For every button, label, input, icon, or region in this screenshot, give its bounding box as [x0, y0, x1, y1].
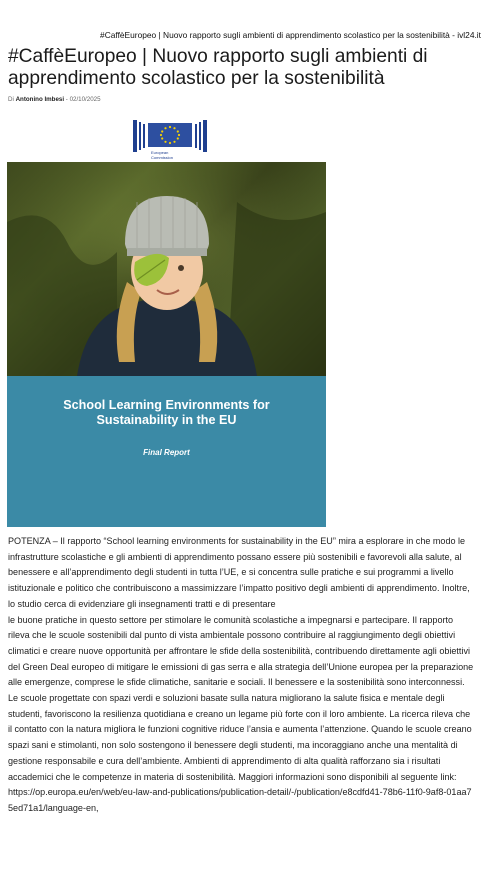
byline-prefix: Di [8, 96, 14, 103]
cover-title-line-2: Sustainability in the EU [96, 413, 237, 427]
byline [8, 96, 101, 103]
photo-illustration [7, 162, 326, 376]
author-link[interactable]: Antonino Imbesi [15, 96, 65, 103]
article-paragraph: le buone pratiche in questo settore per stimolare le comunità scolastiche a impegnarsi e partecipare. Il rapporto rileva che le scuole sostenibili dal punto di vista ambientale possono contribuire al raggiungimento degli obiettivi climatici e creare nuove opportunità per affrontare le sfide della sostenibilità, contribuendo direttamente agli obiettivi del Green Deal europeo di mitigare le emissioni di gas serra e alla strategia dell’Unione europea per la preparazione alle emergenze, comprese le sfide climatiche, sanitarie e sociali. Il benessere e la sostenibilità sono interconnessi. Le scuole progettate con spazi verdi e soluzioni basate sulla natura migliorano la salute fisica e mentale degli studenti, favoriscono la resilienza quotidiana e creano un legame più forte con il loro ambiente. La ricerca rileva che il contatto con la natura migliora le funzioni cognitive riduce l’ansia e aumenta l’attenzione. Quando le scuole creano spazi sani e stimolanti, non solo sostengono il benessere degli studenti, ma incoraggiano anche una mentalità di gestione responsabile e cura dell’ambiente. Ambienti di apprendimento di alta qualità rafforzano sia i risultati accademici che le competenze in materia di sostenibilità. Maggiori informazioni sono disponibili al seguente link: [8, 614, 474, 782]
publish-date: 02/10/2025 [69, 96, 101, 103]
logo-text-commission: Commission [151, 155, 174, 160]
cover-subtitle: Final Report [143, 448, 190, 457]
byline-separator: - [65, 96, 68, 103]
child-with-leaf-photo [7, 162, 326, 376]
report-cover-image [7, 118, 326, 527]
site-strip: #CaffèEuropeo | Nuovo rapporto sugli ambienti di apprendimento scolastico per la sostenibilità - ivl24.it [100, 30, 481, 40]
article-body [8, 534, 474, 817]
article-paragraph: POTENZA – Il rapporto “School learning environments for sustainability in the EU” mira a esplorare in che modo le infrastrutture scolastiche e gli ambienti di apprendimento possano essere più sostenibili e favorevoli alla salute, al benessere e all’apprendimento degli studenti in tutta l’UE, e si concentra sulle pratiche e sui programmi a livello istituzionale e politico che contribuiscono a massimizzare l’impatto positivo degli ambienti di apprendimento. Inoltre, lo studio cerca di evidenziare gli insegnamenti tratti e di presentare [8, 536, 470, 609]
cover-title [7, 398, 326, 428]
article-headline: #CaffèEuropeo | Nuovo rapporto sugli ambienti di apprendimento scolastico per la sostenibilità [8, 46, 428, 89]
cover-title-line-1: School Learning Environments for [63, 398, 270, 412]
cover-header [7, 118, 326, 162]
logo-text-european: European [151, 150, 169, 155]
european-commission-logo [132, 118, 208, 162]
report-link[interactable]: https://op.europa.eu/en/web/eu-law-and-publications/publication-detail/-/publication/e8cdfd41-78b6-11f0-9af8-01aa75ed71a1/language-en, [8, 787, 472, 813]
